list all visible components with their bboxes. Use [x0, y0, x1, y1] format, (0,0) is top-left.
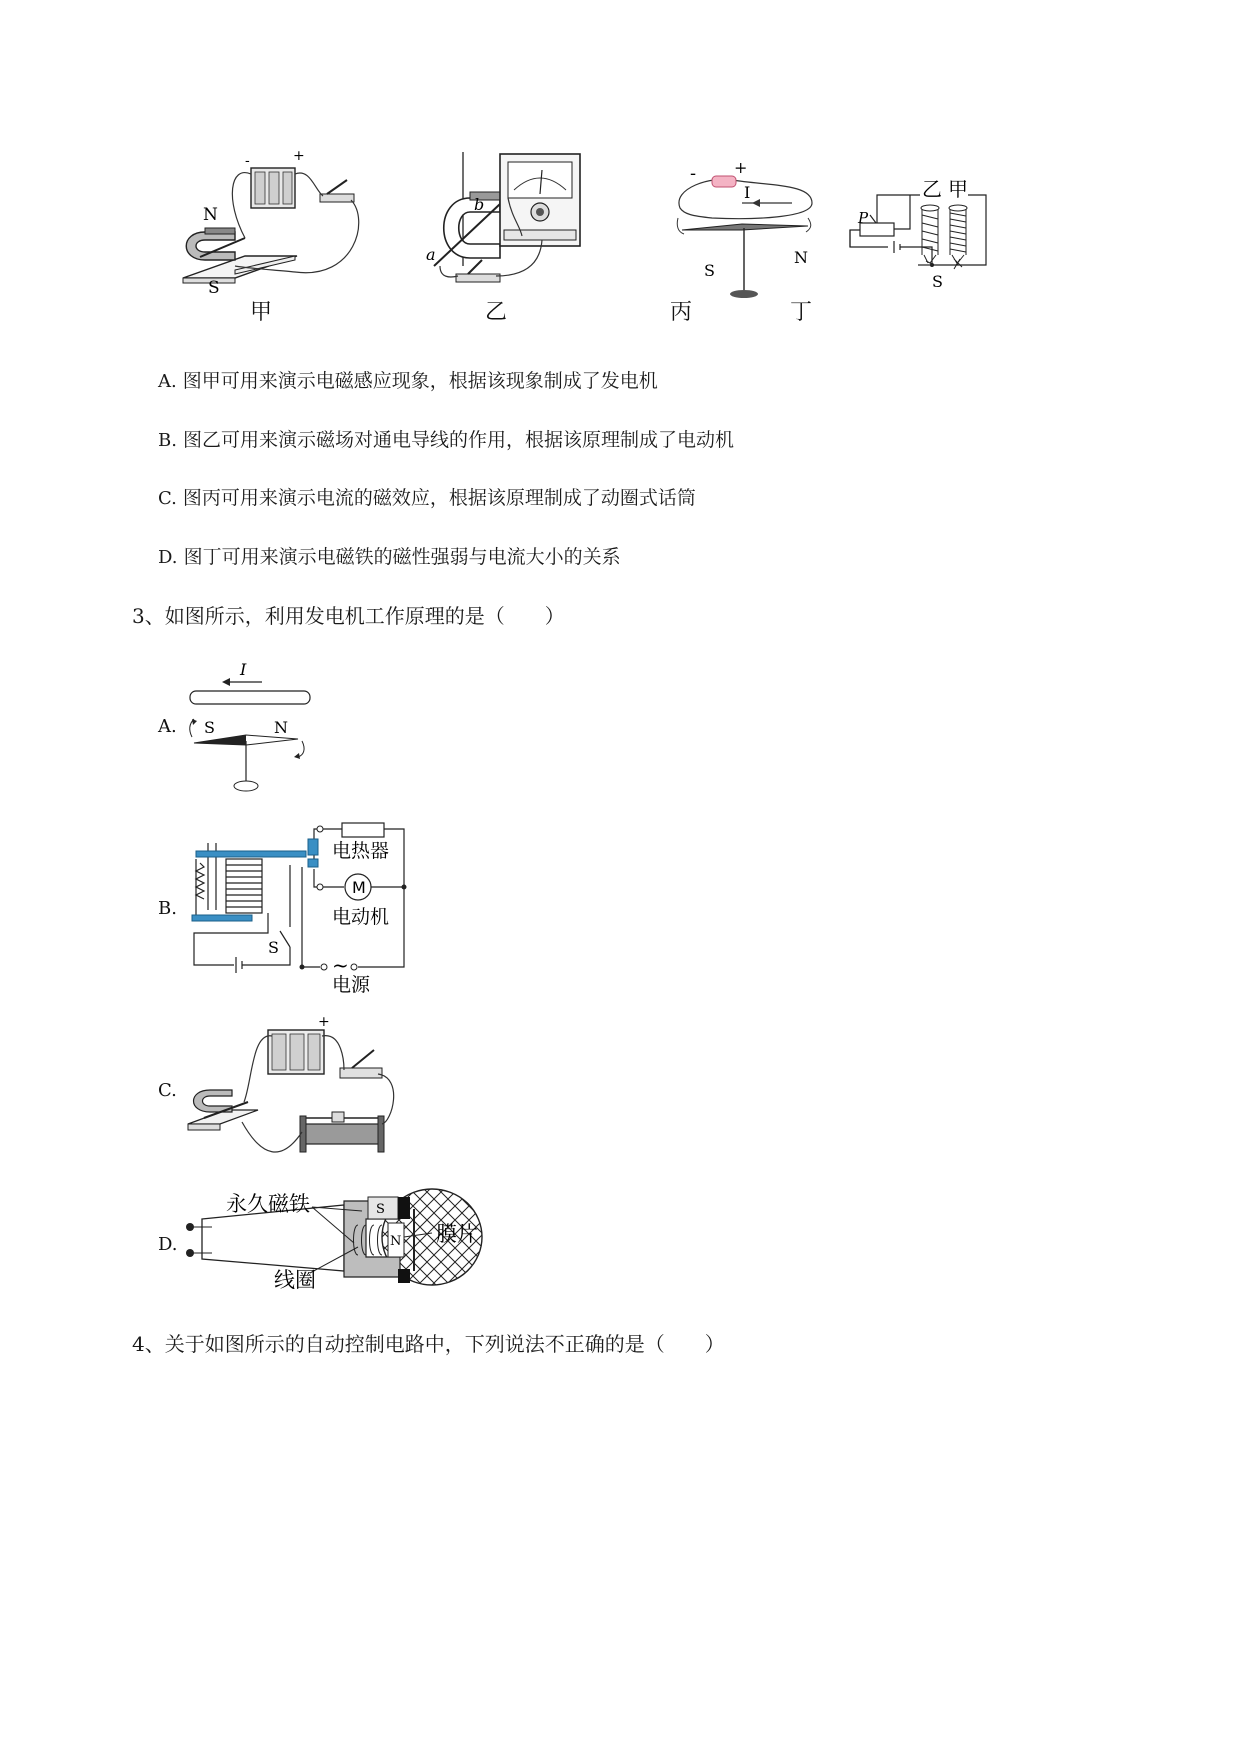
q3b-motor: 电动机 [332, 906, 390, 928]
q3b-ac-symbol: ~ [332, 953, 349, 977]
q3-option-c-figure [182, 1012, 412, 1162]
q3-option-d-letter[interactable]: D. [158, 1234, 178, 1255]
prev-option-d[interactable] [158, 542, 621, 569]
q3b-motor-symbol: M [352, 878, 366, 897]
figure-bing [672, 158, 822, 303]
option-text: 图乙可用来演示磁场对通电导线的作用，根据该原理制成了电动机 [183, 429, 735, 451]
q3c-plus: + [318, 1014, 330, 1030]
q3d-diaphragm: 膜片 [436, 1222, 478, 1246]
ding-switch: S [932, 272, 943, 291]
jia-pole-s: S [208, 278, 220, 298]
q3a-pole-s: S [204, 718, 215, 737]
figure-label-ding: 丁 [790, 300, 813, 325]
q3b-heater: 电热器 [332, 840, 390, 862]
figure-yi [426, 148, 590, 288]
jia-pole-n: N [203, 205, 218, 225]
bing-pole-s: S [704, 261, 715, 280]
q3-option-a-figure [180, 655, 320, 795]
q3d-pole-s: S [376, 1202, 385, 1217]
bing-current: I [744, 183, 751, 202]
q3-option-b-letter[interactable]: B. [158, 898, 177, 919]
option-text: 图甲可用来演示电磁感应现象，根据该现象制成了发电机 [182, 370, 658, 392]
option-letter: D. [158, 547, 178, 568]
yi-point-a: a [426, 245, 436, 264]
figure-label-jia: 甲 [250, 300, 273, 325]
figure-row [0, 0, 1241, 370]
prev-option-a[interactable] [158, 366, 658, 393]
q3-option-d-figure [182, 1185, 492, 1305]
question-4-stem: 4、关于如图所示的自动控制电路中，下列说法不正确的是（ ） [132, 1332, 725, 1356]
question-3-stem: 3、如图所示，利用发电机工作原理的是（ ） [132, 604, 565, 628]
option-letter: A. [158, 371, 177, 392]
bing-pole-n: N [794, 248, 808, 267]
q3-option-a-letter[interactable]: A. [158, 716, 177, 737]
q3a-current: I [240, 660, 247, 679]
q3d-pole-n: N [390, 1234, 402, 1249]
ding-slider: P [858, 209, 869, 227]
prev-option-b[interactable] [158, 425, 734, 452]
q3d-magnet: 永久磁铁 [226, 1192, 310, 1216]
option-letter: B. [158, 430, 177, 451]
option-text: 图丙可用来演示电流的磁效应，根据该原理制成了动圈式话筒 [182, 487, 696, 509]
q3-option-b-figure [182, 815, 422, 995]
yi-point-b: b [474, 195, 485, 214]
jia-plus: + [293, 148, 305, 164]
prev-option-c[interactable] [158, 483, 696, 510]
figure-jia [175, 148, 405, 298]
bing-minus: - [690, 163, 697, 184]
jia-minus: - [245, 153, 250, 169]
figure-label-bing: 丙 [670, 300, 693, 325]
bing-plus: + [734, 158, 748, 177]
option-letter: C. [158, 488, 177, 509]
figure-ding [842, 175, 1002, 310]
option-text: 图丁可用来演示电磁铁的磁性强弱与电流大小的关系 [183, 546, 621, 568]
q3d-coil: 线圈 [274, 1268, 316, 1292]
figure-label-yi: 乙 [485, 300, 508, 325]
q3b-switch: S [268, 938, 279, 957]
q3b-power: 电源 [332, 974, 371, 996]
ding-coil-yi: 乙 [922, 177, 942, 201]
ding-coil-jia: 甲 [948, 177, 968, 201]
q3a-pole-n: N [274, 718, 288, 737]
q3-option-c-letter[interactable]: C. [158, 1080, 177, 1101]
